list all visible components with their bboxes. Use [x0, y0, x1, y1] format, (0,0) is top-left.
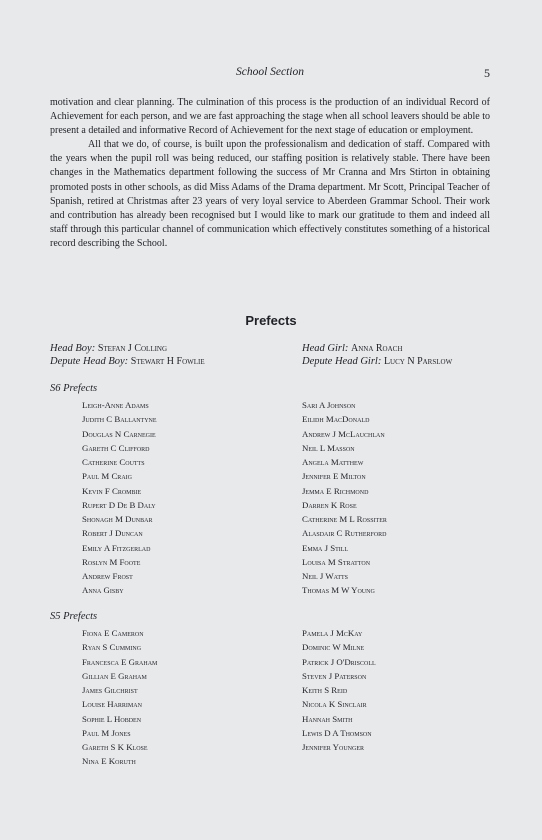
depute-head-girl-name: Lucy N Parslow — [383, 356, 453, 367]
prefect-name: Steven J Paterson — [302, 670, 367, 681]
depute-head-boy-name: Stewart H Fowlie — [130, 356, 205, 367]
prefect-name: Judith C Ballantyne — [82, 414, 157, 425]
paragraph: All that we do, of course, is built upon the professionalism and dedication of staff. Compared with the years when the pupil roll was being reduced, our staffing position is relatively stable. There have been changes in the Mathematics department following the success of Mr Cranna and Mrs Stirton in obtaining promoted posts in other schools, as did Miss Adams of the Drama department. Mr Scott, Principal Teacher of Spanish, retired at Christmas after 23 years of very loyal service to Aberdeen Grammar School. Their work and contribution has already been recognised but I would like to mark our gratitude to them and indeed all staff through this particular channel of communication which effectively constitutes something of a historical record describing the School. — [50, 139, 490, 249]
prefect-name: Neil J Watts — [302, 571, 348, 581]
body-text — [50, 96, 490, 251]
prefects-heading: Prefects — [245, 313, 297, 328]
paragraph: motivation and clear planning. The culmination of this process is the production of an individual Record of Achievement for each person, and we are fast approaching the stage when all school leavers should be able to present a detailed and informative Record of Achievement for the next stage of education or employment. — [50, 97, 490, 137]
s5-left-list — [82, 626, 157, 769]
prefect-name: Catherine M L Rossiter — [302, 514, 387, 524]
prefect-name: James Gilchrist — [82, 685, 138, 695]
s6-left-list — [82, 398, 157, 598]
prefect-name: Angela Matthew — [302, 457, 364, 467]
prefect-name: Andrew Frost — [82, 571, 133, 581]
s6-right-list — [302, 398, 387, 598]
prefect-name: Eilidh MacDonald — [302, 414, 370, 425]
prefect-name: Andrew J McLauchlan — [302, 428, 385, 439]
depute-head-girl-line — [302, 356, 452, 367]
prefect-name: Jennifer E Milton — [302, 471, 366, 482]
prefect-name: Douglas N Carnegie — [82, 428, 156, 439]
head-girl-label: Head Girl: — [302, 343, 349, 354]
prefect-name: Shonagh M Dunbar — [82, 514, 153, 524]
prefect-name: Sari A Johnson — [302, 400, 356, 410]
prefect-name: Patrick J O'Driscoll — [302, 656, 376, 667]
depute-head-girl-label: Depute Head Girl: — [302, 356, 382, 367]
prefect-name: Anna Gisby — [82, 585, 124, 596]
prefect-name: Nicola K Sinclair — [302, 699, 367, 710]
prefect-name: Ryan S Cumming — [82, 642, 142, 653]
prefect-name: Keith S Reid — [302, 685, 348, 695]
prefect-name: Fiona E Cameron — [82, 628, 144, 638]
prefect-name: Hannah Smith — [302, 713, 353, 724]
prefect-name: Nina E Koruth — [82, 756, 136, 767]
prefect-name: Sophie L Hobden — [82, 713, 142, 724]
prefect-name: Emma J Still — [302, 542, 349, 553]
prefect-name: Robert J Duncan — [82, 528, 143, 539]
prefect-name: Pamela J McKay — [302, 628, 363, 638]
page-header — [50, 66, 490, 82]
depute-head-boy-line — [50, 356, 205, 367]
prefect-name: Gareth C Clifford — [82, 442, 150, 453]
head-boy-name: Stefan J Colling — [97, 343, 168, 354]
prefect-name: Gareth S K Klose — [82, 742, 148, 752]
prefect-name: Darren K Rose — [302, 499, 357, 510]
prefect-name: Kevin F Crombie — [82, 485, 142, 496]
prefect-name: Neil L Masson — [302, 442, 355, 453]
head-boy-label: Head Boy: — [50, 343, 96, 354]
prefect-name: Alasdair C Rutherford — [302, 528, 387, 539]
prefect-name: Dominic W Milne — [302, 642, 365, 653]
prefect-name: Paul M Craig — [82, 471, 132, 482]
prefect-name: Rupert D De B Daly — [82, 499, 156, 510]
head-girl-line — [302, 343, 402, 354]
prefect-name: Francesca E Graham — [82, 656, 158, 667]
s5-prefects-heading: S5 Prefects — [50, 611, 98, 622]
prefect-name: Catherine Coutts — [82, 457, 145, 467]
depute-head-boy-label: Depute Head Boy: — [50, 356, 129, 367]
prefect-name: Lewis D A Thomson — [302, 727, 372, 738]
prefect-name: Leigh-Anne Adams — [82, 400, 149, 410]
prefect-name: Louise Harriman — [82, 699, 142, 710]
prefect-name: Paul M Jones — [82, 727, 131, 738]
prefect-name: Louisa M Stratton — [302, 556, 371, 567]
s5-right-list — [302, 626, 376, 754]
prefect-name: Thomas M W Young — [302, 585, 375, 596]
s6-prefects-heading: S6 Prefects — [50, 383, 98, 394]
page-number: 5 — [484, 66, 490, 80]
prefect-name: Jemma E Richmond — [302, 485, 369, 496]
prefect-name: Roslyn M Foote — [82, 556, 141, 567]
prefect-name: Jennifer Younger — [302, 742, 364, 752]
prefect-name: Emily A Fitzgerlad — [82, 542, 151, 553]
head-boy-line — [50, 343, 167, 354]
section-title: School Section — [235, 66, 305, 78]
head-girl-name: Anna Roach — [351, 343, 403, 354]
prefect-name: Gillian E Graham — [82, 670, 147, 681]
